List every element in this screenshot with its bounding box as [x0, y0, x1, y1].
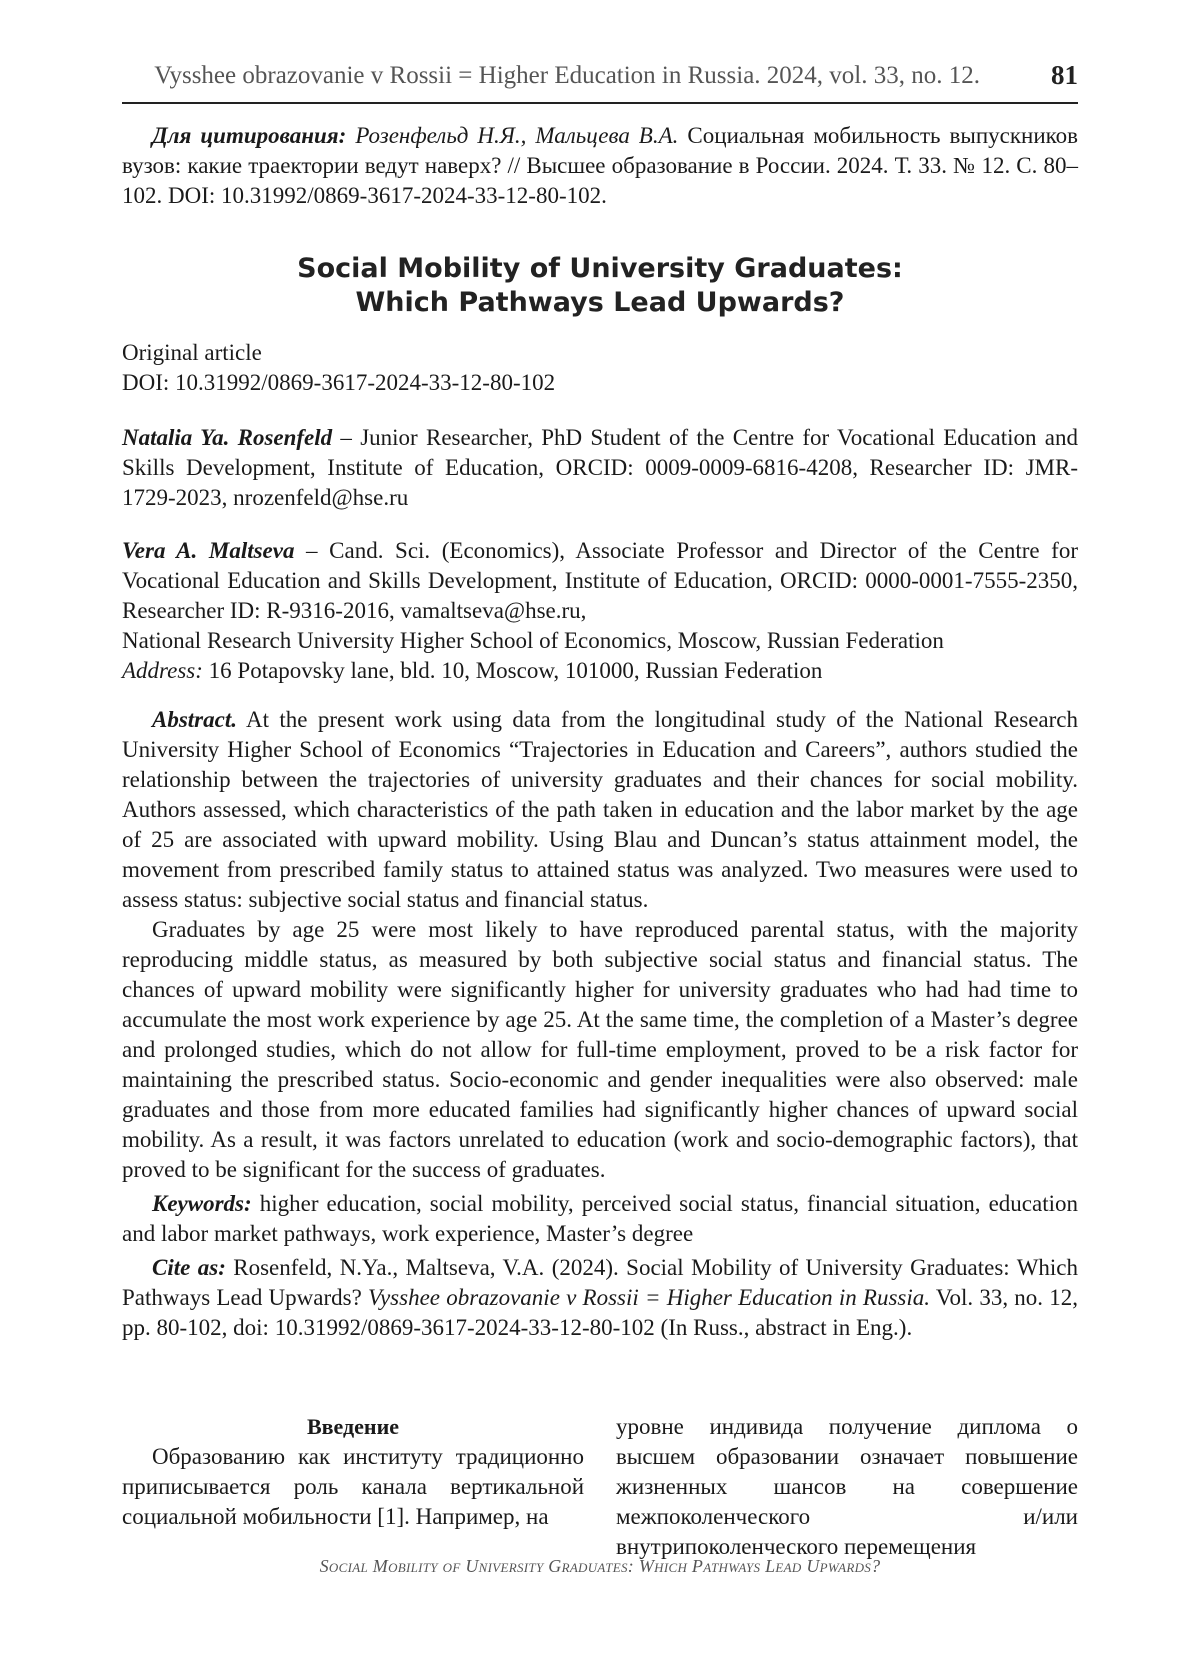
intro-heading: Введение	[306, 1414, 400, 1439]
article-meta	[122, 338, 1078, 398]
abstract-text-1: At the present work using data from the longitudinal study of the National Research University Higher School of Economics “Trajectories in Education and Careers”, authors studied the relationship between the trajectories of university graduates and their chances for social mobility. Authors assessed, which characteristics of the path taken in education and the labor market by the age of 25 are associated with upward mobility. Using Blau and Duncan’s status attainment model, the movement from prescribed family status to attained status was analyzed. Two measures were used to assess status: subjective social status and financial status.	[122, 707, 1078, 912]
address-text: 16 Potapovsky lane, bld. 10, Moscow, 101000, Russian Federation	[202, 658, 823, 683]
citation-authors: Розенфельд Н.Я., Мальцева В.А.	[355, 123, 679, 148]
keywords-text: higher education, social mobility, perceived social status, financial situation, education and labor market pathways, work experience, Master’s degree	[122, 1191, 1078, 1246]
affiliation: National Research University Higher School of Economics, Moscow, Russian Federation	[122, 628, 944, 653]
citation-russian	[122, 121, 1078, 211]
abstract-paragraph-1	[122, 705, 1078, 915]
running-footer: Social Mobility of University Graduates: Which Pathways Lead Upwards?	[319, 1556, 881, 1576]
page-number: 81	[1051, 60, 1078, 90]
cite-as	[122, 1253, 1078, 1343]
article-title	[122, 252, 1078, 320]
citation-text: Социальная мобильность выпускников вузов: какие траектории ведут наверх? // Высшее образование в России. 2024. Т. 33. № 12. С. 80–102. DOI: 10.31992/0869-3617-2024-33-12-80-102.	[122, 123, 1078, 208]
article-doi: DOI: 10.31992/0869-3617-2024-33-12-80-102	[122, 370, 556, 395]
author-1-details: – Junior Researcher, PhD Student of the Centre for Vocational Education and Skills Development, Institute of Education, ORCID: 0009-0009-6816-4208, Researcher ID: JMR-1729-2023, nrozenfeld@hse.ru	[122, 425, 1078, 510]
cite-as-label: Cite as:	[152, 1255, 226, 1280]
intro-right-column	[616, 1412, 1078, 1562]
author-2	[122, 536, 1078, 686]
journal-title: Vysshee obrazovanie v Rossii = Higher Education in Russia. 2024, vol. 33, no. 12.	[154, 62, 980, 89]
intro-left-text: Образованию как институту традиционно приписывается роль канала вертикальной социальной мобильности [1]. Например, на	[122, 1444, 584, 1529]
title-line-2: Which Pathways Lead Upwards?	[355, 287, 845, 318]
abstract-label: Abstract.	[152, 707, 237, 732]
cite-as-journal: Vysshee obrazovanie v Rossii = Higher Education in Russia.	[368, 1285, 931, 1310]
author-2-name: Vera A. Maltseva	[122, 538, 295, 563]
address-label: Address:	[122, 658, 203, 683]
abstract	[122, 705, 1078, 1343]
keywords	[122, 1189, 1078, 1249]
cite-as-text-2: Vol. 33, no. 12, pp. 80-102, doi: 10.31992/0869-3617-2024-33-12-80-102 (In Russ., abstract in Eng.).	[122, 1285, 1079, 1340]
citation-label: Для цитирования:	[152, 123, 347, 148]
cite-as-text-1: Rosenfeld, N.Ya., Maltseva, V.A. (2024). Social Mobility of University Graduates: Which Pathways Lead Upwards?	[122, 1255, 1078, 1310]
running-header	[122, 60, 1078, 104]
intro-right-text: уровне индивида получение диплома о высшем образовании означает повышение жизненных шансов на совершение межпоколенческого и/или внутрипоколенческого перемещения	[616, 1414, 1078, 1559]
keywords-label: Keywords:	[152, 1191, 252, 1216]
author-1-name: Natalia Ya. Rosenfeld	[122, 425, 333, 450]
intro-left-column	[122, 1412, 584, 1532]
title-line-1: Social Mobility of University Graduates:	[297, 253, 903, 284]
article-type: Original article	[122, 340, 262, 365]
address	[122, 656, 1078, 686]
abstract-paragraph-2: Graduates by age 25 were most likely to have reproduced parental status, with the majority reproducing middle status, as measured by both subjective social status and financial status. The chances of upward mobility were significantly higher for university graduates who had had time to accumulate the most work experience by age 25. At the same time, the completion of a Master’s degree and prolonged studies, which do not allow for full-time employment, proved to be a risk factor for maintaining the prescribed status. Socio-economic and gender inequalities were also observed: male graduates and those from more educated families had significantly higher chances of upward social mobility. As a result, it was factors unrelated to education (work and socio-demographic factors), that proved to be significant for the success of graduates.	[122, 917, 1078, 1182]
author-1	[122, 423, 1078, 513]
author-2-details: – Cand. Sci. (Economics), Associate Professor and Director of the Centre for Vocational Education and Skills Development, Institute of Education, ORCID: 0000-0001-7555-2350, Researcher ID: R-9316-2016, vamaltseva@hse.ru,	[122, 538, 1078, 623]
